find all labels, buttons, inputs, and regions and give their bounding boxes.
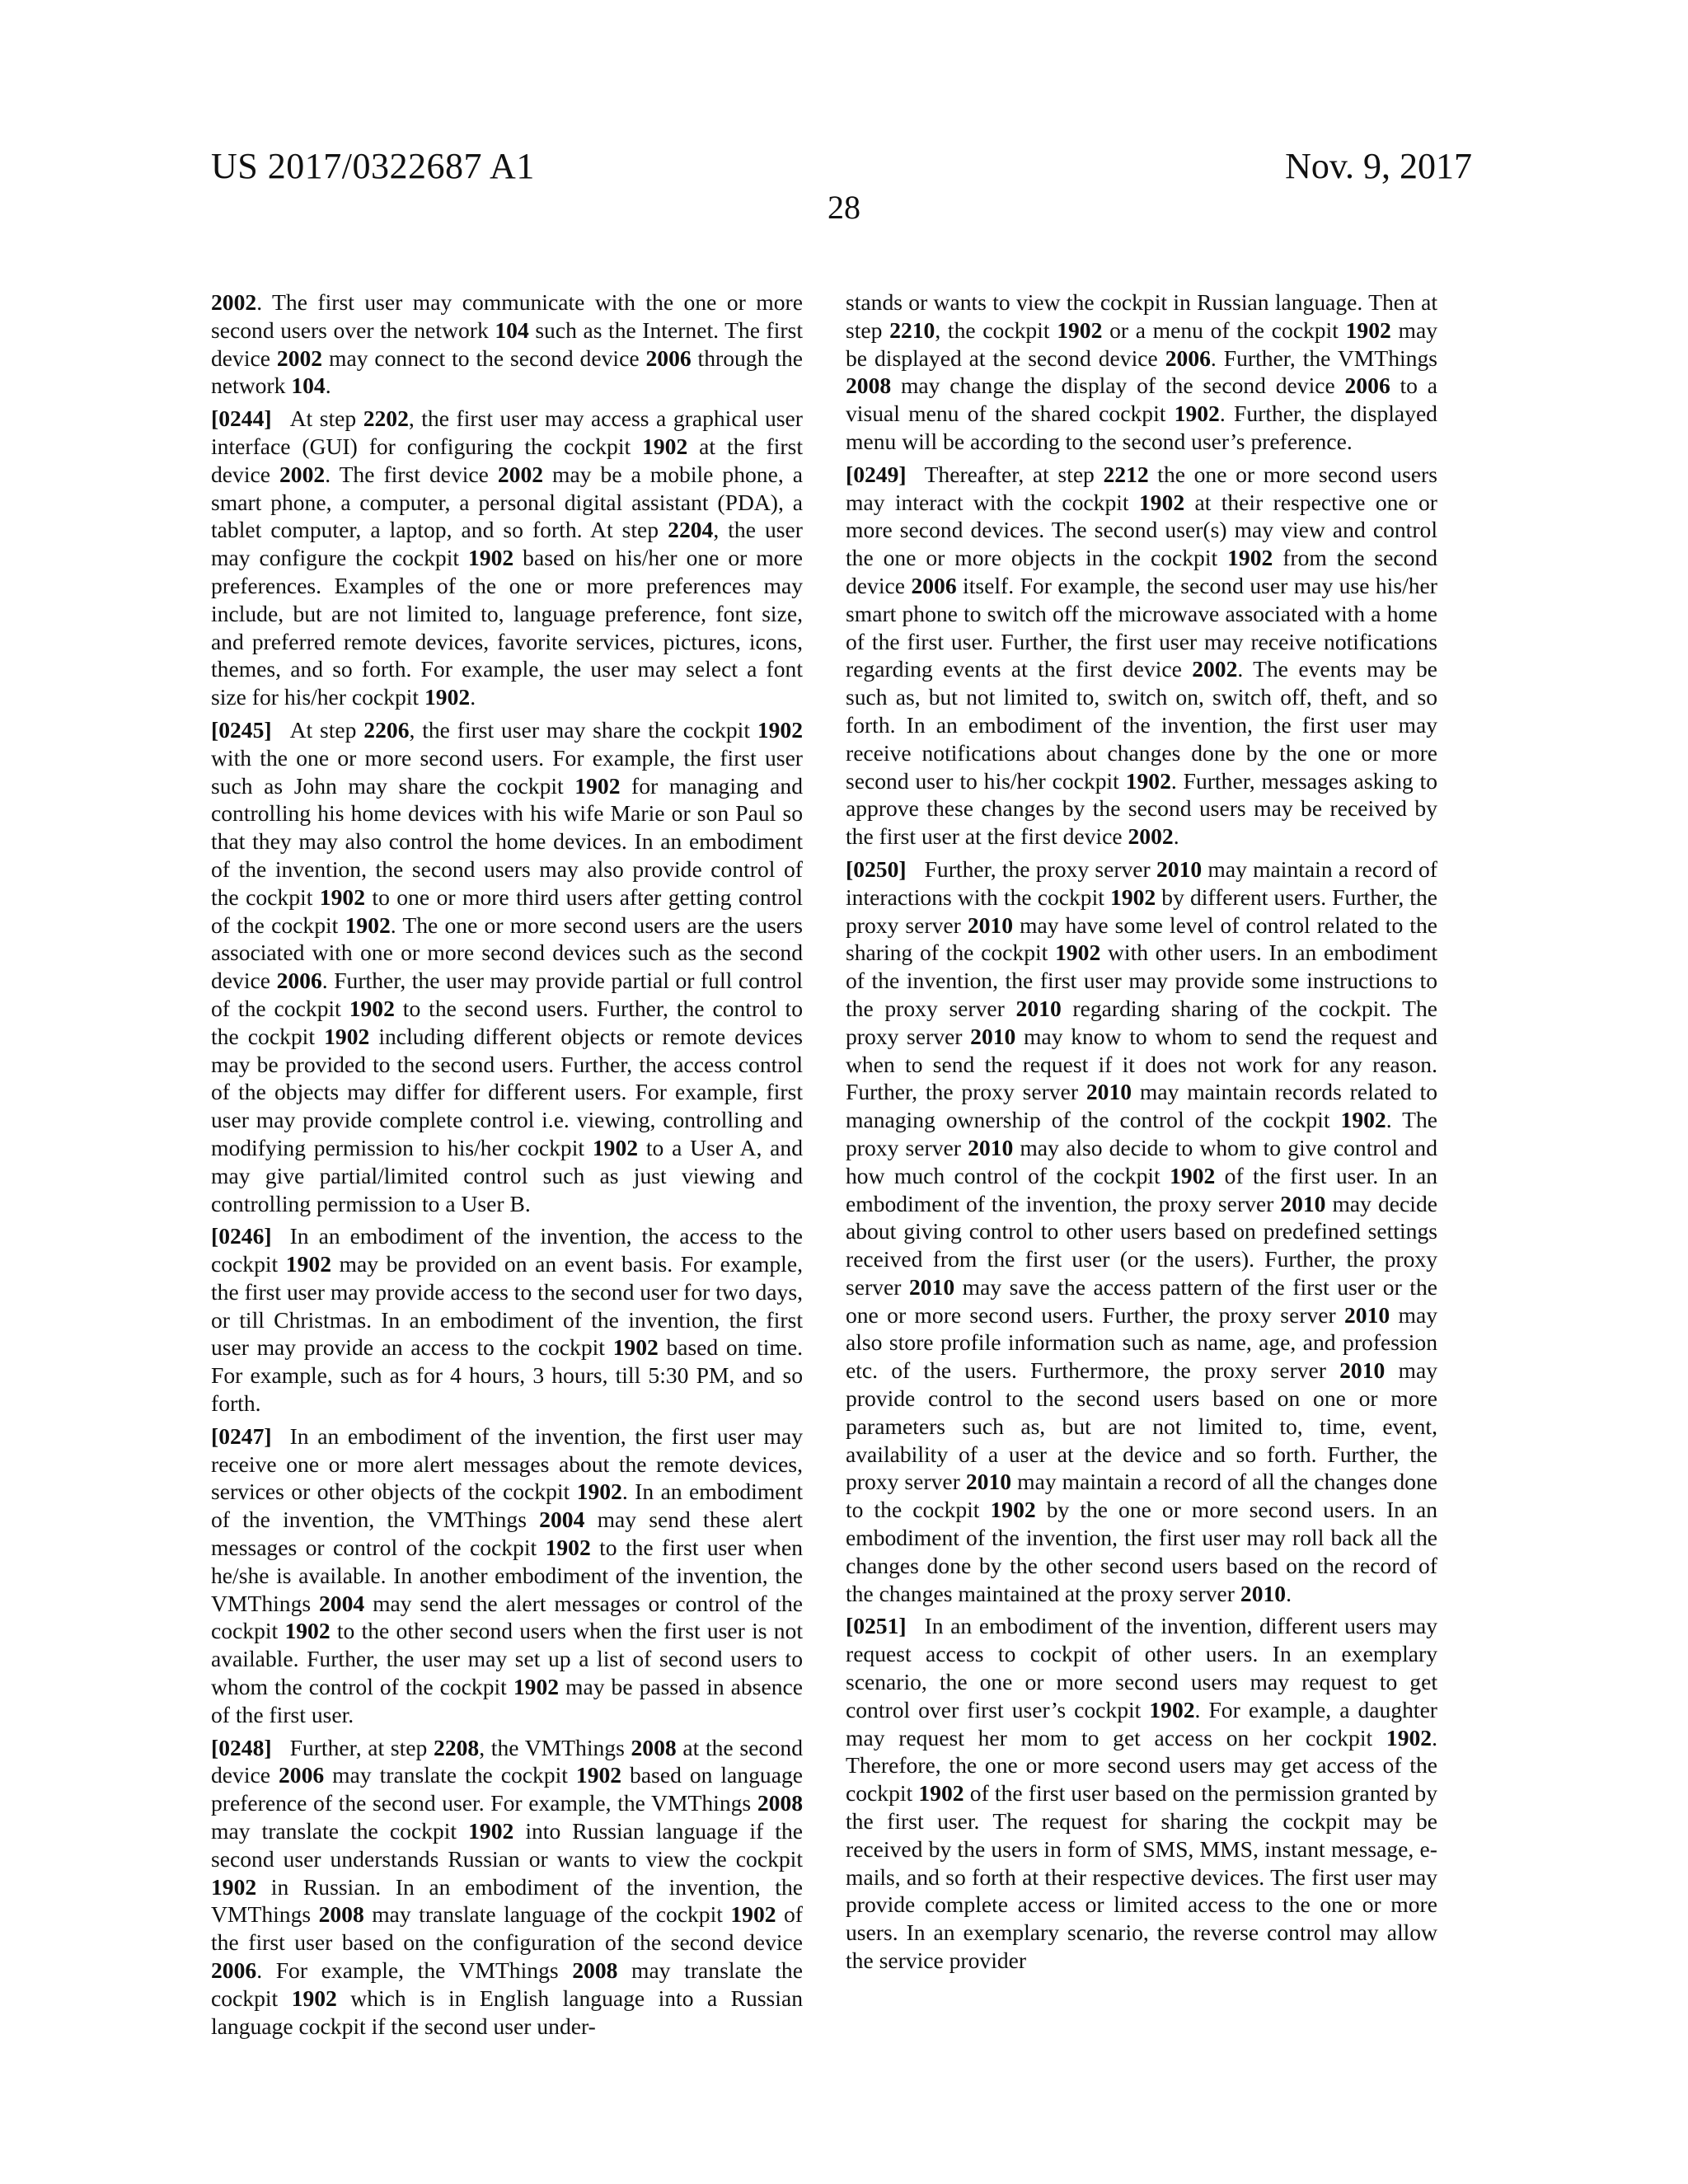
paragraph-text: 2002. The first user may communicate with the one or more second users over the network 104 such as the Internet. The first device 2002 may connect to the second device 2006 through the network 104. <box>211 289 803 399</box>
paragraph-number: [0245] <box>211 716 272 743</box>
paragraph-number: [0251] <box>846 1613 907 1639</box>
paragraph-number: [0247] <box>211 1422 272 1449</box>
page-number: 28 <box>828 189 860 226</box>
paragraph <box>846 855 1437 1608</box>
paragraph-number: [0248] <box>211 1734 272 1760</box>
paragraph-text: In an embodiment of the invention, the access to the cockpit 1902 may be provided on an event basis. For example, the first user may provide access to the second user for two days, or till Christmas. In an embodiment of the invention, the first user may provide an access to the cockpit 1902 based on time. For example, such as for 4 hours, 3 hours, till 5:30 PM, and so forth. <box>211 1223 803 1417</box>
paragraph <box>211 1422 803 1729</box>
paragraph <box>211 716 803 1217</box>
paragraph-text: Further, at step 2208, the VMThings 2008 at the second device 2006 may translate the cockpit 1902 based on language preference of the second user. For example, the VMThings 2008 may translate the cockpit 1902 into Russian language if the second user understands Russian or wants to view the cockpit 1902 in Russian. In an embodiment of the invention, the VMThings 2008 may translate language of the cockpit 1902 of the first user based on the configuration of the second device 2006. For example, the VMThings 2008 may translate the cockpit 1902 which is in English language into a Russian language cockpit if the second user under- <box>211 1734 804 2039</box>
publication-date: Nov. 9, 2017 <box>1285 146 1472 186</box>
paragraph-text: At step 2206, the first user may share the cockpit 1902 with the one or more second users. For example, the first user such as John may share the cockpit 1902 for managing and controlling his home devices with his wife Marie or son Paul so that they may also control the home devices. In an embodiment of the invention, the second users may also provide control of the cockpit 1902 to one or more third users after getting control of the cockpit 1902. The one or more second users are the users associated with one or more second devices such as the second device 2006. Further, the user may provide partial or full control of the cockpit 1902 to the second users. Further, the control to the cockpit 1902 including different objects or remote devices may be provided to the second users. Further, the access control of the objects may differ for different users. For example, first user may provide complete control i.e. viewing, controlling and modifying permission to his/her cockpit 1902 to a User A, and may give partial/limited control such as just viewing and controlling permission to a User B. <box>211 716 804 1216</box>
paragraph-text: At step 2202, the first user may access a graphical user interface (GUI) for configuring the cockpit 1902 at the first device 2002. The first device 2002 may be a mobile phone, a smart phone, a computer, a personal digital assistant (PDA), a tablet computer, a laptop, and so forth. At step 2204, the user may configure the cockpit 1902 based on his/her one or more preferences. Examples of the one or more preferences may include, but are not limited to, language preference, font size, and preferred remote devices, favorite services, pictures, icons, themes, and so forth. For example, the user may select a font size for his/her cockpit 1902. <box>211 405 804 710</box>
paragraph-text: In an embodiment of the invention, different users may request access to cockpit of other users. In an exemplary scenario, the one or more second users may request to get control over first user’s cockpit 1902. For example, a daughter may request her mom to get access on her cockpit 1902. Therefore, the one or more second users may get access of the cockpit 1902 of the first user based on the permission granted by the first user. The request for sharing the cockpit may be received by the users in form of SMS, MMS, instant message, e-mails, and so forth at their respective devices. The first user may provide complete access or limited access to the one or more users. In an exemplary scenario, the reverse control may allow the service provider <box>846 1613 1438 1974</box>
paragraph <box>211 405 803 711</box>
left-column <box>211 288 803 2045</box>
paragraph-number: [0250] <box>846 855 907 882</box>
paragraph-number: [0244] <box>211 405 272 432</box>
paragraph-text: Thereafter, at step 2212 the one or more second users may interact with the cockpit 1902 at their respective one or more second devices. The second user(s) may view and control the one or more objects in the cockpit 1902 from the second device 2006 itself. For example, the second user may use his/her smart phone to switch off the microwave associated with a home of the first user. Further, the first user may receive notifications regarding events at the first device 2002. The events may be such as, but not limited to, switch on, switch off, theft, and so forth. In an embodiment of the invention, the first user may receive notifications about changes done by the one or more second user to his/her cockpit 1902. Further, messages asking to approve these changes by the second users may be received by the first user at the first device 2002. <box>846 461 1437 850</box>
paragraph-text: Further, the proxy server 2010 may maintain a record of interactions with the cockpit 1902 by different users. Further, the proxy server 2010 may have some level of control related to the sharing of the cockpit 1902 with other users. In an embodiment of the invention, the first user may provide some instructions to the proxy server 2010 regarding sharing of the cockpit. The proxy server 2010 may know to whom to send the request and when to send the request if it does not work for any reason. Further, the proxy server 2010 may maintain records related to managing ownership of the control of the cockpit 1902. The proxy server 2010 may also decide to whom to give control and how much control of the cockpit 1902 of the first user. In an embodiment of the invention, the proxy server 2010 may decide about giving control to other users based on predefined settings received from the first user (or the users). Further, the proxy server 2010 may save the access pattern of the first user or the one or more second users. Further, the proxy server 2010 may also store profile information such as name, age, and profession etc. of the users. Furthermore, the proxy server 2010 may provide control to the second users based on one or more parameters such as, but are not limited to, time, event, availability of a user at the device and so forth. Further, the proxy server 2010 may maintain a record of all the changes done to the cockpit 1902 by the one or more second users. In an embodiment of the invention, the first user may roll back all the changes done by the other second users based on the record of the changes maintained at the proxy server 2010. <box>846 855 1437 1606</box>
paragraph-number: [0246] <box>211 1223 272 1249</box>
publication-number: US 2017/0322687 A1 <box>211 146 535 186</box>
paragraph <box>846 1612 1437 1974</box>
paragraph <box>211 288 803 400</box>
right-column <box>846 288 1437 1980</box>
paragraph-number: [0249] <box>846 461 907 487</box>
paragraph <box>846 461 1437 851</box>
paragraph <box>211 1222 803 1418</box>
paragraph-text: In an embodiment of the invention, the first user may receive one or more alert messages about the remote devices, services or other objects of the cockpit 1902. In an embodiment of the invention, the VMThings 2004 may send these alert messages or control of the cockpit 1902 to the first user when he/she is available. In another embodiment of the invention, the VMThings 2004 may send the alert messages or control of the cockpit 1902 to the other second users when the first user is not available. Further, the user may set up a list of second users to whom the control of the cockpit 1902 may be passed in absence of the first user. <box>211 1422 804 1727</box>
paragraph <box>211 1734 803 2041</box>
paragraph <box>846 288 1437 456</box>
paragraph-text: stands or wants to view the cockpit in Russian language. Then at step 2210, the cockpit 1902 or a menu of the cockpit 1902 may be displayed at the second device 2006. Further, the VMThings 2008 may change the display of the second device 2006 to a visual menu of the shared cockpit 1902. Further, the displayed menu will be according to the second user’s preference. <box>846 289 1438 454</box>
